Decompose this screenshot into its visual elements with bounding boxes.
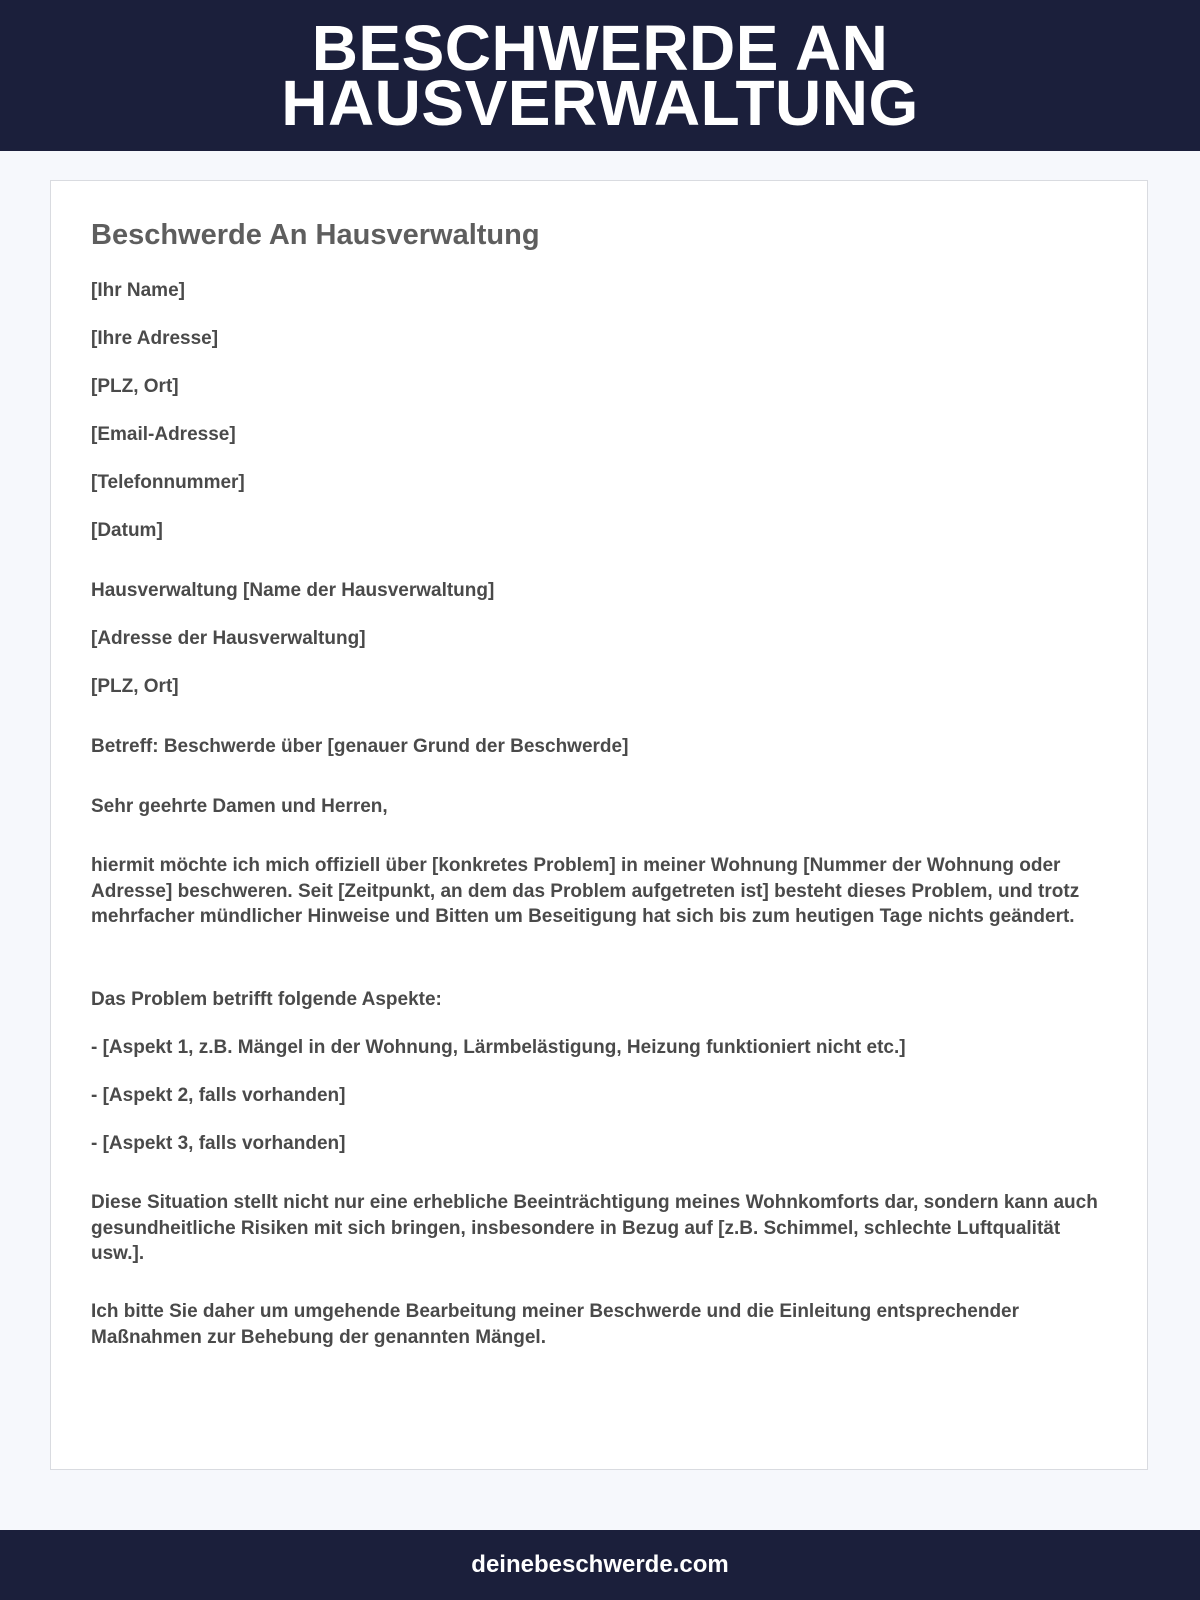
recipient-name: Hausverwaltung [Name der Hausverwaltung] [91, 580, 495, 601]
letter-intro-paragraph: hiermit möchte ich mich offiziell über [konkretes Problem] in meiner Wohnung [Nummer der Wohnung oder Adresse] beschweren. Seit [Zeitpunkt, an dem das Problem aufgetreten ist] besteht dieses Problem, und trotz mehrfacher mündlicher Hinweise und Bitten um Beseitigung hat sich bis zum heutigen Tage nichts geändert. [91, 855, 1080, 927]
sender-name: [Ihr Name] [91, 280, 185, 301]
sender-email: [Email-Adresse] [91, 424, 236, 445]
letter-impact-paragraph: Diese Situation stellt nicht nur eine erhebliche Beeinträchtigung meines Wohnkomforts dar, sondern kann auch gesundheitliche Risiken mit sich bringen, insbesondere in Bezug auf [z.B. Schimmel, schlechte Luftqualität usw.]. [91, 1192, 1098, 1264]
page-footer [0, 1530, 1200, 1600]
page-header [0, 0, 1200, 151]
letter-salutation: Sehr geehrte Damen und Herren, [91, 796, 388, 817]
sender-address: [Ihre Adresse] [91, 328, 219, 349]
aspect-item: - [Aspekt 3, falls vorhanden] [91, 1133, 346, 1154]
recipient-city: [PLZ, Ort] [91, 676, 179, 697]
aspects-intro: Das Problem betrifft folgende Aspekte: [91, 989, 442, 1010]
aspect-item: - [Aspekt 1, z.B. Mängel in der Wohnung, Lärmbelästigung, Heizung funktioniert nicht etc.] [91, 1037, 906, 1058]
letter-title: Beschwerde An Hausverwaltung [91, 219, 540, 251]
letter-request-paragraph: Ich bitte Sie daher um umgehende Bearbeitung meiner Beschwerde und die Einleitung entsprechender Maßnahmen zur Behebung der genannten Mängel. [91, 1301, 1020, 1348]
footer-site-link[interactable]: deinebeschwerde.com [471, 1551, 729, 1578]
aspect-item: - [Aspekt 2, falls vorhanden] [91, 1085, 346, 1106]
letter-date: [Datum] [91, 520, 163, 541]
recipient-address: [Adresse der Hausverwaltung] [91, 628, 366, 649]
letter-subject: Betreff: Beschwerde über [genauer Grund der Beschwerde] [91, 736, 629, 757]
letter-document [50, 180, 1148, 1470]
sender-city: [PLZ, Ort] [91, 376, 179, 397]
sender-phone: [Telefonnummer] [91, 472, 245, 493]
page-title: BESCHWERDE AN HAUSVERWALTUNG [281, 11, 919, 139]
